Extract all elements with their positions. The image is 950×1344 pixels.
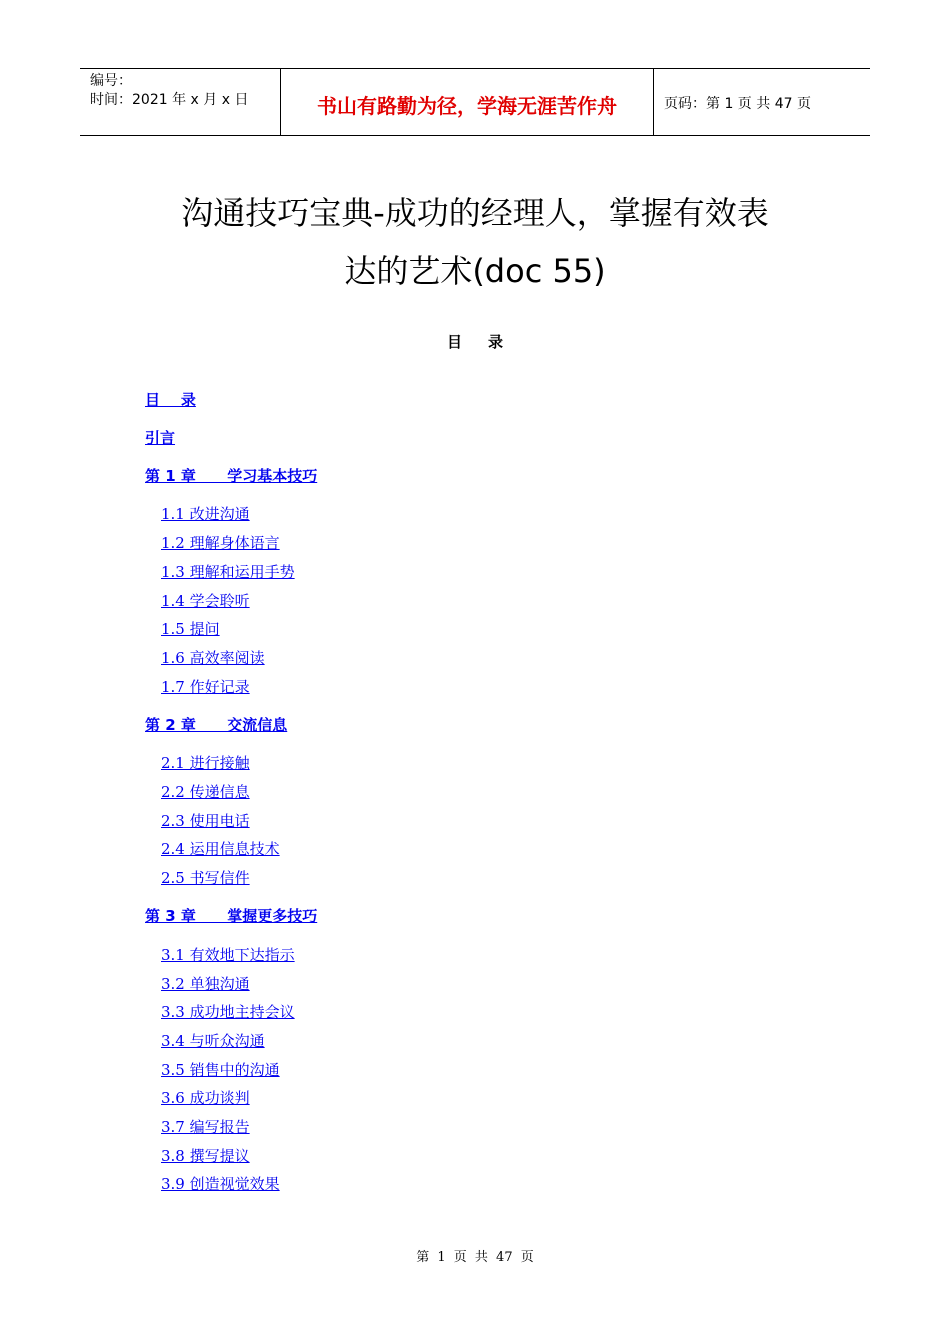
toc-section-link[interactable]: 2.1 进行接触 <box>161 754 250 772</box>
toc-section-link[interactable]: 3.7 编写报告 <box>161 1118 250 1136</box>
toc-section-link[interactable]: 3.5 销售中的沟通 <box>161 1061 280 1079</box>
toc-heading: 目录 <box>446 333 529 351</box>
toc-section-link[interactable]: 3.6 成功谈判 <box>161 1089 250 1107</box>
toc-section-link[interactable]: 1.7 作好记录 <box>161 678 250 696</box>
toc-chapter-link[interactable]: 第 3 章 掌握更多技巧 <box>145 907 318 925</box>
toc-section-link[interactable]: 1.2 理解身体语言 <box>161 534 280 552</box>
toc-section-link[interactable]: 3.9 创造视觉效果 <box>161 1175 280 1193</box>
page-footer: 第 1 页 共 47 页 <box>416 1250 534 1265</box>
toc-section-link[interactable]: 3.2 单独沟通 <box>161 975 250 993</box>
toc-chapter-link[interactable]: 引言 <box>145 429 176 447</box>
toc-section-link[interactable]: 1.4 学会聆听 <box>161 592 250 610</box>
toc-section-link[interactable]: 1.3 理解和运用手势 <box>161 563 295 581</box>
header-info-cell <box>80 69 281 135</box>
toc-section-link[interactable]: 2.3 使用电话 <box>161 812 250 830</box>
page-info-text: 页码：第 1 页 共 47 页 <box>664 96 811 112</box>
toc-section-link[interactable]: 3.3 成功地主持会议 <box>161 1003 295 1021</box>
date-line: 时间：2021 年 x 月 x 日 <box>90 92 249 108</box>
title-line-1: 沟通技巧宝典-成功的经理人，掌握有效表 <box>181 194 769 232</box>
toc-section-link[interactable]: 1.5 提问 <box>161 620 220 638</box>
toc-section-link[interactable]: 1.6 高效率阅读 <box>161 649 265 667</box>
toc-section-link[interactable]: 3.8 撰写提议 <box>161 1147 250 1165</box>
toc-section-link[interactable]: 1.1 改进沟通 <box>161 505 250 523</box>
toc-section-link[interactable]: 2.4 运用信息技术 <box>161 840 280 858</box>
document-title <box>60 184 890 300</box>
toc-chapter-link[interactable]: 目 录 <box>145 391 196 409</box>
motto-text: 书山有路勤为径，学海无涯苦作舟 <box>317 93 617 118</box>
title-line-2: 达的艺术(doc 55) <box>344 252 606 290</box>
toc-section-link[interactable]: 3.1 有效地下达指示 <box>161 946 295 964</box>
toc-chapter-link[interactable]: 第 2 章 交流信息 <box>145 716 288 734</box>
toc-section-link[interactable]: 2.2 传递信息 <box>161 783 250 801</box>
toc-section-link[interactable]: 2.5 书写信件 <box>161 869 250 887</box>
page-info-cell <box>654 69 870 135</box>
number-label: 编号： <box>90 73 132 89</box>
header-table <box>80 68 870 136</box>
toc-chapter-link[interactable]: 第 1 章 学习基本技巧 <box>145 467 318 485</box>
motto-cell <box>281 69 654 135</box>
toc-section-link[interactable]: 3.4 与听众沟通 <box>161 1032 265 1050</box>
